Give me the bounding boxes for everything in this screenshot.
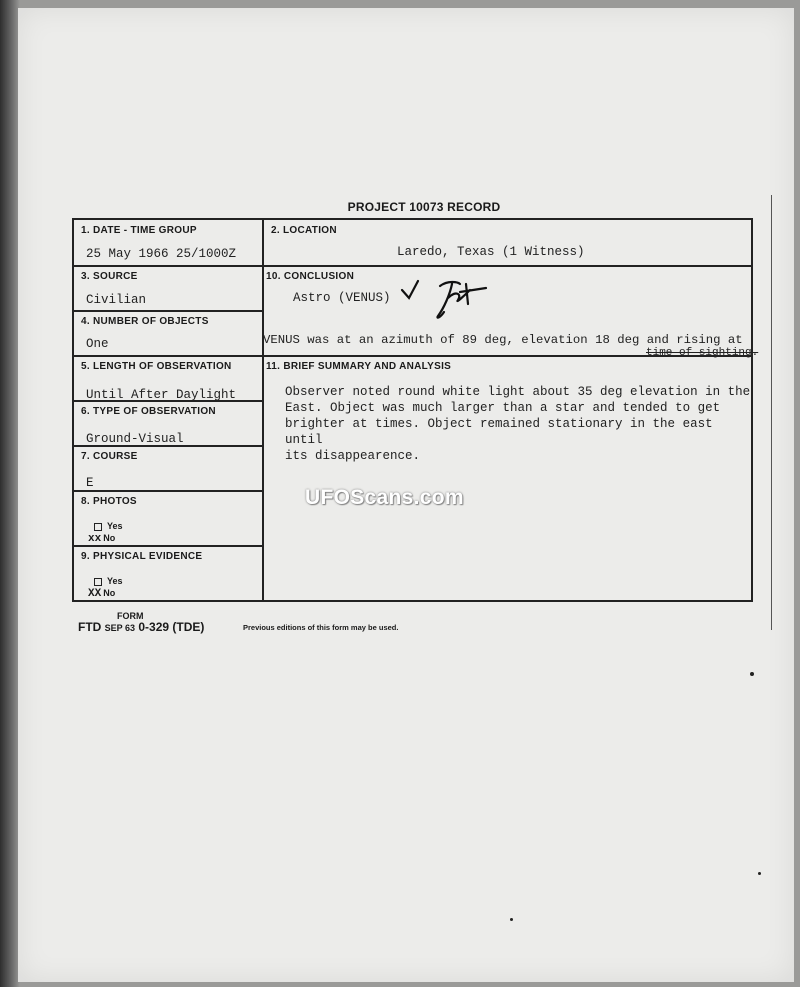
evidence-no-option bbox=[88, 588, 115, 600]
photos-no-label: No bbox=[103, 533, 116, 543]
checkbox-icon bbox=[94, 523, 102, 531]
conclusion-note-line2: time of sighting. bbox=[646, 347, 759, 359]
form-date: SEP 63 bbox=[104, 623, 136, 633]
scan-left-edge bbox=[0, 0, 20, 987]
footer-note: Previous editions of this form may be used. bbox=[243, 623, 399, 632]
photos-yes-option bbox=[94, 521, 123, 531]
objects-label: 4. NUMBER OF OBJECTS bbox=[81, 316, 209, 327]
location-value: Laredo, Texas (1 Witness) bbox=[397, 245, 585, 259]
evidence-yes-label: Yes bbox=[107, 576, 123, 586]
footer-form-code bbox=[78, 620, 204, 634]
row-divider bbox=[74, 490, 263, 492]
column-divider bbox=[262, 220, 264, 600]
watermark: UFOScans.com bbox=[305, 486, 464, 509]
row-divider bbox=[74, 545, 263, 547]
date-label: 1. DATE - TIME GROUP bbox=[81, 225, 197, 236]
evidence-label: 9. PHYSICAL EVIDENCE bbox=[81, 551, 203, 562]
footer-form-word: FORM bbox=[117, 611, 144, 621]
length-label: 5. LENGTH OF OBSERVATION bbox=[81, 361, 232, 372]
row-divider bbox=[74, 310, 263, 312]
evidence-yes-option bbox=[94, 576, 123, 586]
course-label: 7. COURSE bbox=[81, 451, 138, 462]
objects-value: One bbox=[86, 337, 109, 351]
photos-checked-mark: xx bbox=[88, 533, 102, 545]
checkbox-icon bbox=[94, 578, 102, 586]
evidence-no-label: No bbox=[103, 588, 116, 598]
record-form bbox=[72, 218, 759, 602]
scan-right-rule bbox=[771, 195, 772, 630]
scan-speck bbox=[758, 872, 761, 875]
length-value: Until After Daylight bbox=[86, 388, 237, 402]
photos-yes-label: Yes bbox=[107, 521, 123, 531]
form-number: 0-329 bbox=[138, 620, 170, 634]
conclusion-note-line1: VENUS was at an azimuth of 89 deg, elevation 18 deg and rising at bbox=[263, 333, 743, 347]
form-code: FTD bbox=[78, 620, 102, 634]
scan-speck bbox=[510, 918, 513, 921]
form-suffix: (TDE) bbox=[172, 620, 205, 634]
photos-no-option bbox=[88, 533, 115, 545]
handwritten-initials bbox=[400, 278, 495, 323]
type-value: Ground-Visual bbox=[86, 432, 184, 446]
course-value: E bbox=[86, 476, 94, 490]
type-label: 6. TYPE OF OBSERVATION bbox=[81, 406, 216, 417]
location-label: 2. LOCATION bbox=[271, 225, 337, 236]
summary-label: 11. BRIEF SUMMARY AND ANALYSIS bbox=[266, 361, 452, 372]
source-value: Civilian bbox=[86, 293, 147, 307]
conclusion-label: 10. CONCLUSION bbox=[266, 271, 355, 282]
scan-speck bbox=[750, 672, 754, 676]
photos-label: 8. PHOTOS bbox=[81, 496, 137, 507]
row-divider bbox=[74, 265, 751, 267]
evidence-checked-mark: XX bbox=[88, 588, 102, 600]
source-label: 3. SOURCE bbox=[81, 271, 138, 282]
date-value: 25 May 1966 25/1000Z bbox=[86, 247, 237, 261]
summary-text: Observer noted round white light about 35 deg elevation in the East. Object was much larger than a star and tended to get brighter at times. Object remained stationary in the east until its disappearence. bbox=[285, 385, 751, 463]
conclusion-value: Astro (VENUS) bbox=[293, 291, 391, 305]
form-title: PROJECT 10073 RECORD bbox=[347, 200, 501, 214]
